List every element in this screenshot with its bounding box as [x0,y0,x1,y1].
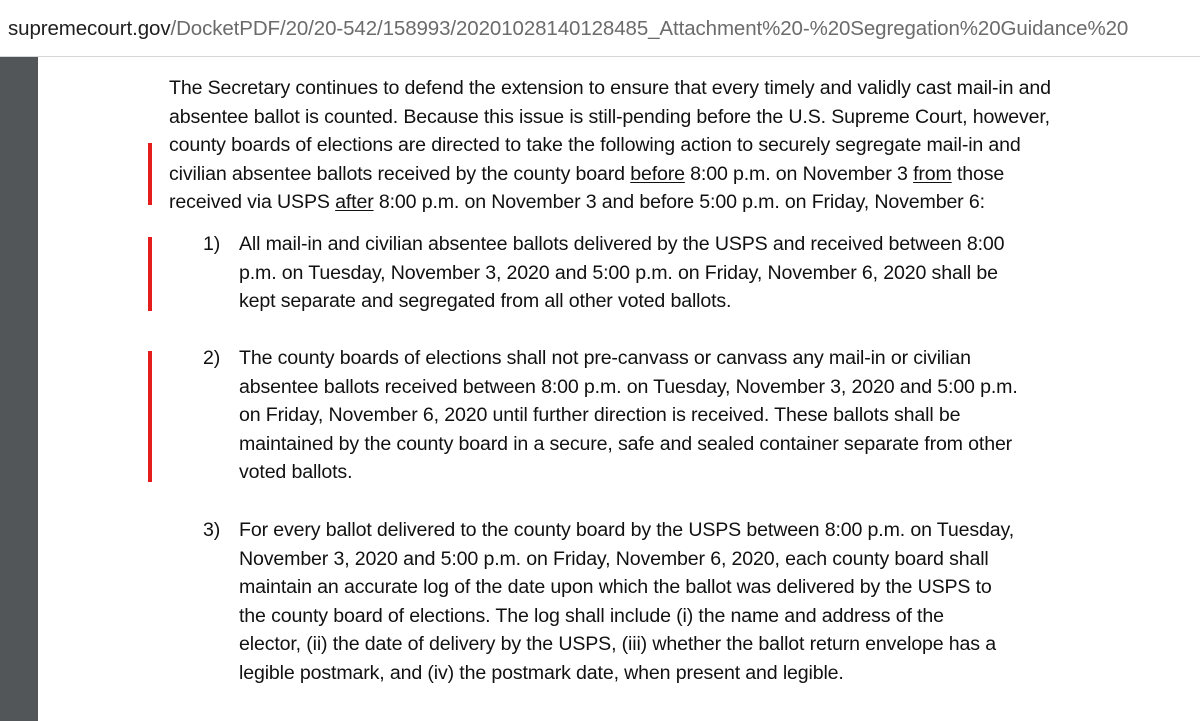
list-line: maintain an accurate log of the date upon which the ballot was delivered by the USPS to [239,576,992,598]
list-line: November 3, 2020 and 5:00 p.m. on Friday, November 6, 2020, each county board shall [239,547,989,570]
pdf-page [38,57,1200,721]
intro-line-5 [169,188,1169,217]
list-line: the county board of elections. The log shall include (i) the name and address of the [239,604,944,627]
intro-line-5-end: 8:00 p.m. on November 3 and before 5:00 p.m. on Friday, November 6: [373,191,985,213]
list-line: maintained by the county board in a secure, safe and sealed container separate from other [239,432,1013,455]
url-host: supremecourt.gov [8,17,171,40]
document-body [38,57,1200,721]
list-line: All mail-in and civilian absentee ballots delivered by the USPS and received between 8:00 [239,233,1005,255]
intro-line-4-text: civilian absentee ballots received by the county board [169,162,631,185]
intro-line-1: The Secretary continues to defend the extension to ensure that every timely and validly cast mail-in and [169,77,1051,99]
address-bar[interactable] [0,0,1200,57]
list-line: For every ballot delivered to the county board by the USPS between 8:00 p.m. on Tuesday, [239,519,1014,541]
list-number: 1) [203,233,221,255]
list-number: 2) [203,347,221,369]
list-number: 3) [203,519,221,541]
underlined-after: after [335,191,374,213]
intro-line-3: county boards of elections are directed to take the following action to securely segregate mail-in and [169,134,1021,156]
list-line: kept separate and segregated from all other voted ballots. [239,290,732,312]
url-path: /DocketPDF/20/20-542/158993/20201028140128485_Attachment%20-%20Segregation%20Guidance%20 [170,17,1129,40]
list-line: absentee ballots received between 8:00 p.m. on Tuesday, November 3, 2020 and 5:00 p.m. [239,375,1018,398]
pdf-viewer-gutter [0,57,38,721]
list-line: on Friday, November 6, 2020 until further direction is received. These ballots shall be [239,404,961,426]
intro-line-2: absentee ballot is counted. Because this issue is still-pending before the U.S. Supreme Court, however, [169,105,1050,128]
intro-line-4-end: those [951,162,1005,185]
list-line: The county boards of elections shall not pre-canvass or canvass any mail-in or civilian [239,347,971,369]
url-text[interactable] [8,17,1128,41]
intro-line-5-text: received via USPS [169,191,336,213]
intro-line-4 [169,160,1169,189]
list-line: legible postmark, and (iv) the postmark date, when present and legible. [239,661,844,684]
list-line: p.m. on Tuesday, November 3, 2020 and 5:00 p.m. on Friday, November 6, 2020 shall be [239,261,998,284]
underlined-from: from [913,162,952,185]
underlined-before: before [630,162,685,185]
intro-line-4-mid: 8:00 p.m. on November 3 [684,162,914,185]
list-line: voted ballots. [239,461,353,483]
list-line: elector, (ii) the date of delivery by the USPS, (iii) whether the ballot return envelope has a [239,633,996,655]
intro-paragraph [169,74,1169,217]
